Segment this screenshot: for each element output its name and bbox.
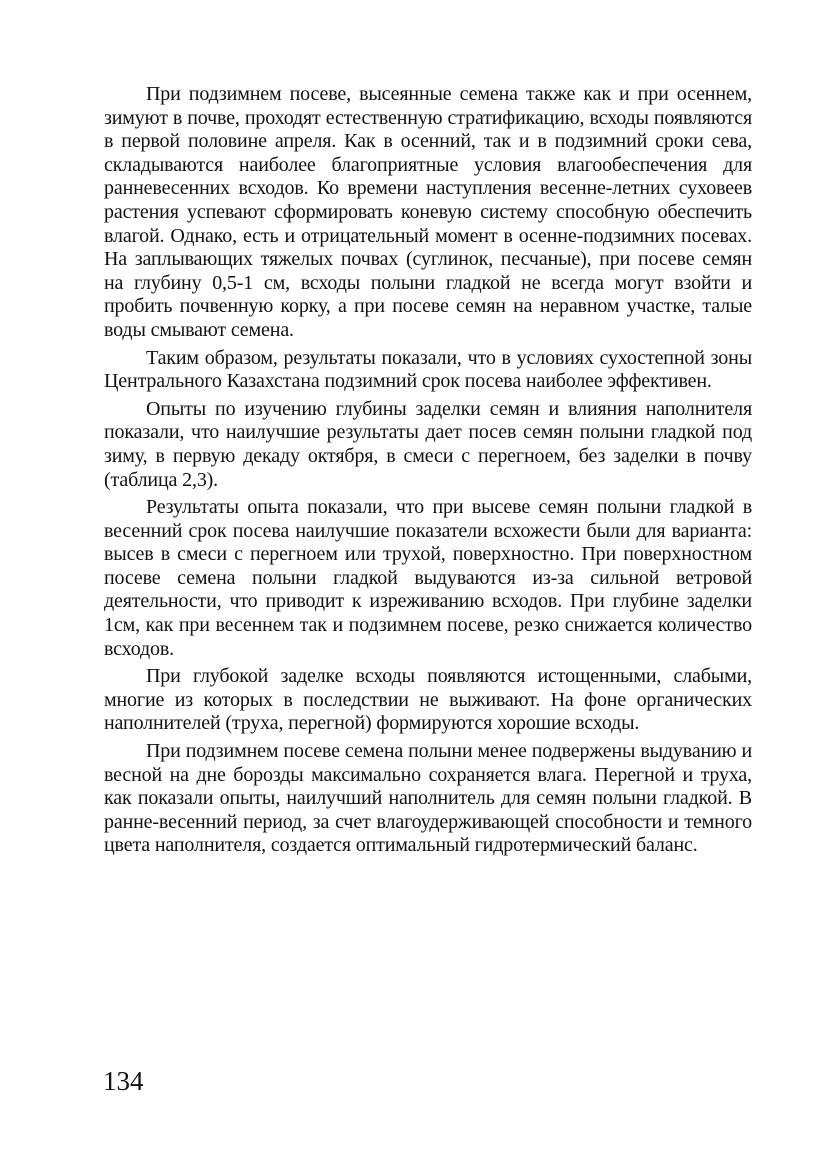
body-text: [104, 83, 752, 862]
paragraph-conclusion: Таким образом, результаты показали, что в условиях сухостепной зоны Центрального Казахстана подзимний срок посева наиболее эффективен.: [104, 346, 752, 393]
paragraph-filler-benefits: При подзимнем посеве семена полыни менее подвержены выдуванию и весной на дне борозды максимально сохраняется влага. Перегной и труха, как показали опыты, наилучший наполнитель для семян полыни гладкой. В ранне-весенний период, за счет влагоудерживающей способности и темного цвета наполнителя, создается оптимальный гидротермический баланс.: [104, 740, 752, 857]
paragraph-winter-sowing: При подзимнем посеве, высеянные семена также как и при осеннем, зимуют в почве, проходят естественную стратификацию, всходы появляются в первой половине апреля. Как в осенний, так и в подзимний сроки сева, складываются наиболее благоприятные условия влагообеспечения для ранневесенних всходов. Ко времени наступления весенне-летних суховеев растения успевают сформировать коневую систему способную обеспечить влагой. Однако, есть и отрицательный момент в осенне-подзимних посевах. На заплывающих тяжелых почвах (суглинок, песчаные), при посеве семян на глубину 0,5-1 см, всходы полыни гладкой не всегда могут взойти и пробить почвенную корку, а при посеве семян на неравном участке, талые воды смывают семена.: [104, 83, 752, 341]
paragraph-deep-planting: При глубокой заделке всходы появляются истощенными, слабыми, многие из которых в последствии не выживают. На фоне органических наполнителей (труха, перегной) формируются хорошие всходы.: [104, 665, 752, 735]
paragraph-seed-depth-experiments: Опыты по изучению глубины заделки семян и влияния наполнителя показали, что наилучшие результаты дает посев семян полыни гладкой под зиму, в первую декаду октября, в смеси с перегноем, без заделки в почву (таблица 2,3).: [104, 397, 752, 491]
paragraph-spring-sowing-results: Результаты опыта показали, что при высеве семян полыни гладкой в весенний срок посева наилучшие показатели всхожести были для варианта: высев в смеси с перегноем или трухой, поверхностно. При поверхностном посеве семена полыни гладкой выдуваются из-за сильной ветровой деятельности, что приводит к изреживанию всходов. При глубине заделки 1см, как при весеннем так и подзимнем посеве, резко снижается количество всходов.: [104, 496, 752, 660]
page-number: 134: [103, 1066, 144, 1096]
